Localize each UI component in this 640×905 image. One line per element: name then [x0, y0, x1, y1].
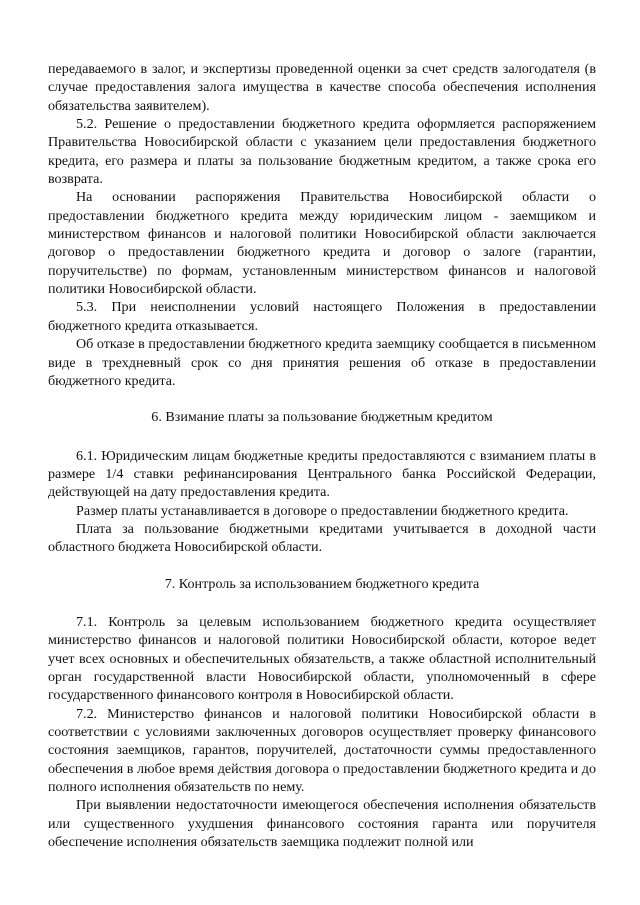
paragraph-5-1-continuation: передаваемого в залог, и экспертизы проведенной оценки за счет средств залогодателя (в случае предоставления залога имущества в качестве способа обеспечения исполнения обязательства заявителем).	[48, 61, 596, 114]
paragraph-6-1-fee-size: Размер платы устанавливается в договоре о предоставлении бюджетного кредита.	[76, 502, 569, 519]
section-6-heading: 6. Взимание платы за пользование бюджетным кредитом	[151, 409, 493, 426]
paragraph-5-3-refusal: Об отказе в предоставлении бюджетного кредита заемщику сообщается в письменном виде в трехдневный срок со дня принятия решения об отказе в предоставлении бюджетного кредита.	[48, 336, 596, 389]
paragraph-5-3: 5.3. При неисполнении условий настоящего Положения в предоставлении бюджетного кредита отказывается.	[48, 299, 596, 334]
paragraph-6-1: 6.1. Юридическим лицам бюджетные кредиты предоставляются с взиманием платы в размере 1/4 ставки рефинансирования Центрального банка Российской Федерации, действующей на дату предоставления кредита.	[48, 447, 596, 501]
paragraph-7-1: 7.1. Контроль за целевым использованием бюджетного кредита осуществляет министерство финансов и налоговой политики Новосибирской области, которое ведет учет всех основных и обеспечительных обязательств, а также областной исполнительный орган государственной власти Новосибирской области, уполномоченный в сфере государственного финансового контроля в Новосибирской области.	[48, 613, 596, 704]
spacer	[48, 593, 596, 613]
paragraph-6-1-fee-accounting: Плата за пользование бюджетными кредитами учитывается в доходной части областного бюджета Новосибирской области.	[48, 520, 596, 556]
paragraph-7-2: 7.2. Министерство финансов и налоговой политики Новосибирской области в соответствии с условиями заключенных договоров осуществляет проверку финансового состояния заемщиков, гарантов, поручителей, достаточности суммы предоставленного обеспечения в любое время действия договора о предоставлении бюджетного кредита и до полного исполнения обязательств по нему.	[48, 705, 596, 796]
spacer	[48, 557, 596, 575]
spacer	[48, 390, 596, 408]
spacer	[48, 427, 596, 447]
section-7-heading: 7. Контроль за использованием бюджетного кредита	[164, 575, 480, 592]
paragraph-5-2: 5.2. Решение о предоставлении бюджетного кредита оформляется распоряжением Правительства Новосибирской области с указанием цели предоставления бюджетного кредита, его размера и платы за пользование бюджетным кредитом, а также срока его возврата.	[48, 116, 596, 188]
paragraph-7-2-insufficiency: При выявлении недостаточности имеющегося обеспечения исполнения обязательств или существенного ухудшения финансового состояния гаранта или поручителя обеспечение исполнения обязательств заемщика подлежит полной или	[48, 797, 596, 851]
paragraph-5-2-agreement: На основании распоряжения Правительства Новосибирской области о предоставлении бюджетного кредита между юридическим лицом - заемщиком и министерством финансов и налоговой политики Новосибирской области заключается договор о предоставлении бюджетного кредита и договор о залоге (гарантии, поручительстве) по формам, установленным министерством финансов и налоговой политики Новосибирской области.	[48, 189, 596, 298]
